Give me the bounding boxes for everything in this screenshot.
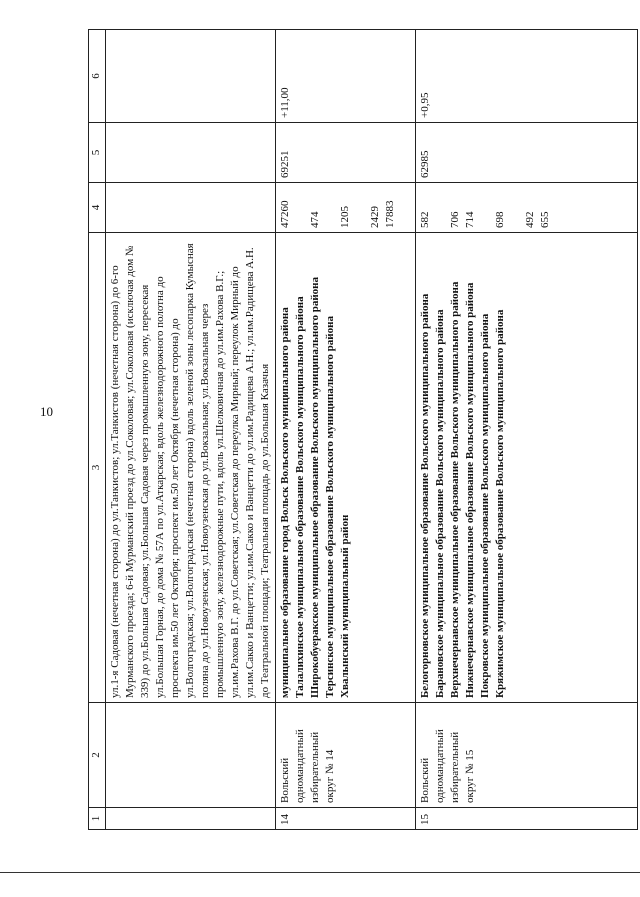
deviation: +11,00: [276, 30, 416, 123]
row-number: 14: [276, 808, 416, 830]
subdivision-item: Покровское муниципальное образование Вольского муниципального района: [479, 313, 491, 698]
header-cell: 4: [89, 183, 106, 233]
deviation: +0,95: [416, 30, 638, 123]
subdivision-item: Терсинское муниципальное образование Вольского муниципального района: [324, 316, 336, 698]
boundary-description: ул.1-я Садовая (нечетная сторона) до ул.Танкистов; ул.Танкистов (нечетная сторона) до 6-го Мурманского проезда; 6-й Мурманский проезд до ул.Соколовая; ул.Соколовая (исключая дом № 339) до ул.Большая Садовая; ул.Большая Садовая через промышленную зону, пересекая ул.Большая Горная, до дома № 57А по ул.Аткарская; вдоль железнодорожного полотна до проспекта им.50 лет Октября; проспект им.50 лет Октября (нечетная сторона) до ул.Волгоградская; ул.Волгоградская (нечетная сторона) вдоль зеленой зоны лесопарка Кумысная поляна до ул.Новоузенская; ул.Новоузенская до ул.Вокзальная; ул.Вокзальная через промышленную зону, железнодорожные пути, вдоль ул.Шелковичная до ул.им.Рахова В.Г.; ул.им.Рахова В.Г. до ул.Советская; ул.Советская до переулка Мирный; переулок Мирный до ул.им.Сакко и Ванцетти; ул.им.Сакко и Ванцетти до ул.им.Радищева А.Н.; ул.им.Радищева А.Н. до Театральной площади; Театральная площадь до ул.Большая Казачья: [106, 233, 276, 703]
header-cell: 6: [89, 30, 106, 123]
voters-value: 17883: [384, 200, 396, 228]
rotated-table-wrapper: [88, 30, 638, 830]
voters-value: 582: [419, 211, 431, 228]
header-cell: 5: [89, 123, 106, 183]
subdivision-list: [416, 233, 638, 703]
total-voters: 69251: [276, 123, 416, 183]
subdivision-item: Барановское муниципальное образование Вольского муниципального района: [434, 309, 446, 698]
subdivision-item: Нижнечернавское муниципальное образование Вольского муниципального района: [464, 282, 476, 698]
header-cell: 3: [89, 233, 106, 703]
subdivision-item: Верхнечернавское муниципальное образование Вольского муниципального района: [449, 281, 461, 698]
district-name: Вольский одномандатный избирательный округ № 15: [416, 703, 638, 808]
row-number: [106, 808, 276, 830]
subdivision-item: Широкобуеракское муниципальное образование Вольского муниципального района: [309, 276, 321, 698]
subdivision-item: Кряжимское муниципальное образование Вольского муниципального района: [494, 309, 506, 698]
district-name: Вольский одномандатный избирательный округ № 14: [276, 703, 416, 808]
header-row: [89, 30, 106, 830]
subdivision-item: Хвалынский муниципальный район: [339, 514, 351, 698]
deviation: [106, 30, 276, 123]
voters-value: 655: [539, 211, 551, 228]
voters-value: 2429: [369, 206, 381, 228]
subdivision-item: Талалихинское муниципальное образование Вольского муниципального района: [294, 296, 306, 698]
page-number: 10: [40, 404, 53, 419]
table-row: [106, 30, 276, 830]
voters-value: 714: [464, 211, 476, 228]
voters-cell: [106, 183, 276, 233]
header-cell: 1: [89, 808, 106, 830]
voters-value: 474: [309, 211, 321, 228]
total-voters: 62985: [416, 123, 638, 183]
header-cell: 2: [89, 703, 106, 808]
districts-table: [88, 29, 638, 830]
row-number: 15: [416, 808, 638, 830]
table-row: [276, 30, 416, 830]
subdivision-item: муниципальное образование город Вольск Вольского муниципального района: [279, 307, 291, 698]
voters-value: 492: [524, 211, 536, 228]
subdivision-item: Белогорновское муниципальное образование Вольского муниципального района: [419, 293, 431, 698]
district-name: [106, 703, 276, 808]
voters-cell: [276, 183, 416, 233]
page-divider: [0, 872, 640, 873]
voters-value: 706: [449, 211, 461, 228]
voters-value: 698: [494, 211, 506, 228]
voters-cell: [416, 183, 638, 233]
total-voters: [106, 123, 276, 183]
table-row: [416, 30, 638, 830]
subdivision-list: [276, 233, 416, 703]
voters-value: 1205: [339, 206, 351, 228]
voters-value: 47260: [279, 200, 291, 228]
